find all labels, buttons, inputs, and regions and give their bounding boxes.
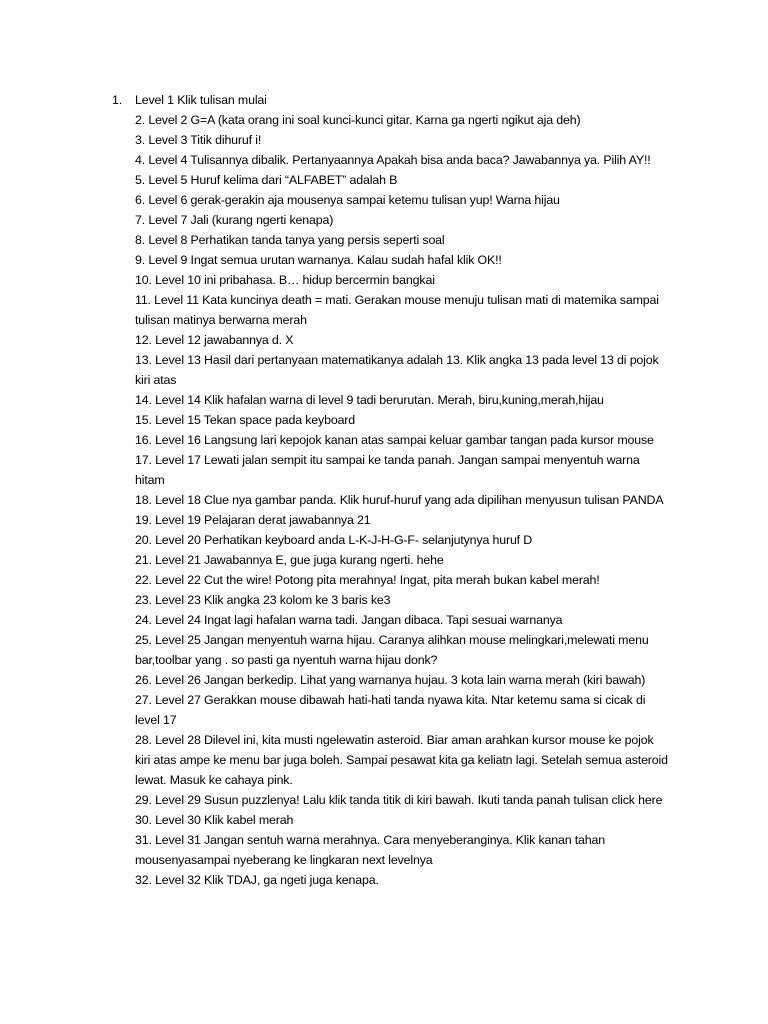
list-item (112, 290, 672, 330)
list-item-text: 4. Level 4 Tulisannya dibalik. Pertanyaannya Apakah bisa anda baca? Jawabannya ya. Pilih AY!! (135, 153, 651, 167)
list-item (112, 330, 672, 350)
list-item (112, 870, 672, 890)
list-item (112, 390, 672, 410)
list-item-text: 6. Level 6 gerak-gerakin aja mousenya sampai ketemu tulisan yup! Warna hijau (135, 193, 560, 207)
list-item-text: 3. Level 3 Titik dihuruf i! (135, 133, 262, 147)
list-item (112, 450, 672, 490)
list-item-text: 25. Level 25 Jangan menyentuh warna hijau. Caranya alihkan mouse melingkari,melewati menu bar,toolbar yang . so pasti ga nyentuh warna hijau donk? (135, 633, 649, 667)
level-list (112, 90, 672, 890)
list-item (112, 690, 672, 730)
list-item (112, 150, 672, 170)
list-item (112, 530, 672, 550)
list-item (112, 90, 672, 110)
list-item-text: 7. Level 7 Jali (kurang ngerti kenapa) (135, 213, 334, 227)
list-item (112, 110, 672, 130)
list-item-text: 22. Level 22 Cut the wire! Potong pita merahnya! Ingat, pita merah bukan kabel merah! (135, 573, 600, 587)
list-item-text: 17. Level 17 Lewati jalan sempit itu sampai ke tanda panah. Jangan sampai menyentuh warna hitam (135, 453, 640, 487)
list-item (112, 410, 672, 430)
list-item (112, 170, 672, 190)
list-item (112, 790, 672, 810)
list-item-text: 5. Level 5 Huruf kelima dari “ALFABET” adalah B (135, 173, 398, 187)
list-item (112, 270, 672, 290)
list-item-text: 18. Level 18 Clue nya gambar panda. Klik huruf-huruf yang ada dipilihan menyusun tulisan PANDA (135, 493, 664, 507)
list-item (112, 810, 672, 830)
list-item (112, 350, 672, 390)
list-item (112, 830, 672, 870)
list-item-text: 23. Level 23 Klik angka 23 kolom ke 3 baris ke3 (135, 593, 391, 607)
list-item-text: 19. Level 19 Pelajaran derat jawabannya 21 (135, 513, 371, 527)
list-item-text: 12. Level 12 jawabannya d. X (135, 333, 294, 347)
list-item-text: 26. Level 26 Jangan berkedip. Lihat yang warnanya hujau. 3 kota lain warna merah (kiri bawah) (135, 673, 646, 687)
list-item (112, 590, 672, 610)
list-item-text: 20. Level 20 Perhatikan keyboard anda L-K-J-H-G-F- selanjutynya huruf D (135, 533, 533, 547)
list-item-text: 16. Level 16 Langsung lari kepojok kanan atas sampai keluar gambar tangan pada kursor mouse (135, 433, 654, 447)
list-item-text: Level 1 Klik tulisan mulai (135, 93, 267, 107)
list-item-text: 10. Level 10 ini pribahasa. B… hidup bercermin bangkai (135, 273, 435, 287)
list-number: 1. (112, 93, 123, 107)
list-item-text: 31. Level 31 Jangan sentuh warna merahnya. Cara menyeberanginya. Klik kanan tahan mousenyasampai nyeberang ke lingkaran next levelnya (135, 833, 606, 867)
list-item-text: 14. Level 14 Klik hafalan warna di level 9 tadi berurutan. Merah, biru,kuning,merah,hijau (135, 393, 604, 407)
list-item (112, 670, 672, 690)
list-item-text: 28. Level 28 Dilevel ini, kita musti ngelewatin asteroid. Biar aman arahkan kursor mouse ke pojok kiri atas ampe ke menu bar juga boleh. Sampai pesawat kita ga keliatn lagi. Setelah semua asteroid lewat. Masuk ke cahaya pink. (135, 733, 668, 787)
list-item-text: 9. Level 9 Ingat semua urutan warnanya. Kalau sudah hafal klik OK!! (135, 253, 502, 267)
list-item (112, 610, 672, 630)
list-item (112, 190, 672, 210)
list-item (112, 210, 672, 230)
list-item-text: 32. Level 32 Klik TDAJ, ga ngeti juga kenapa. (135, 873, 379, 887)
list-item (112, 430, 672, 450)
list-item-text: 29. Level 29 Susun puzzlenya! Lalu klik tanda titik di kiri bawah. Ikuti tanda panah tulisan click here (135, 793, 663, 807)
list-item (112, 490, 672, 510)
list-item (112, 730, 672, 790)
list-item (112, 250, 672, 270)
list-item-text: 11. Level 11 Kata kuncinya death = mati. Gerakan mouse menuju tulisan mati di matemika sampai tulisan matinya berwarna merah (135, 293, 659, 327)
list-item-text: 8. Level 8 Perhatikan tanda tanya yang persis seperti soal (135, 233, 445, 247)
list-item-text: 24. Level 24 Ingat lagi hafalan warna tadi. Jangan dibaca. Tapi sesuai warnanya (135, 613, 563, 627)
list-item (112, 510, 672, 530)
list-item-text: 30. Level 30 Klik kabel merah (135, 813, 294, 827)
list-item-text: 13. Level 13 Hasil dari pertanyaan matematikanya adalah 13. Klik angka 13 pada level 13 di pojok kiri atas (135, 353, 659, 387)
list-item-text: 2. Level 2 G=A (kata orang ini soal kunci-kunci gitar. Karna ga ngerti ngikut aja deh) (135, 113, 581, 127)
list-item-text: 15. Level 15 Tekan space pada keyboard (135, 413, 356, 427)
list-item-text: 21. Level 21 Jawabannya E, gue juga kurang ngerti. hehe (135, 553, 444, 567)
list-item (112, 630, 672, 670)
list-item-text: 27. Level 27 Gerakkan mouse dibawah hati-hati tanda nyawa kita. Ntar ketemu sama si cicak di level 17 (135, 693, 646, 727)
list-item (112, 230, 672, 250)
list-item (112, 570, 672, 590)
list-item (112, 130, 672, 150)
list-item (112, 550, 672, 570)
